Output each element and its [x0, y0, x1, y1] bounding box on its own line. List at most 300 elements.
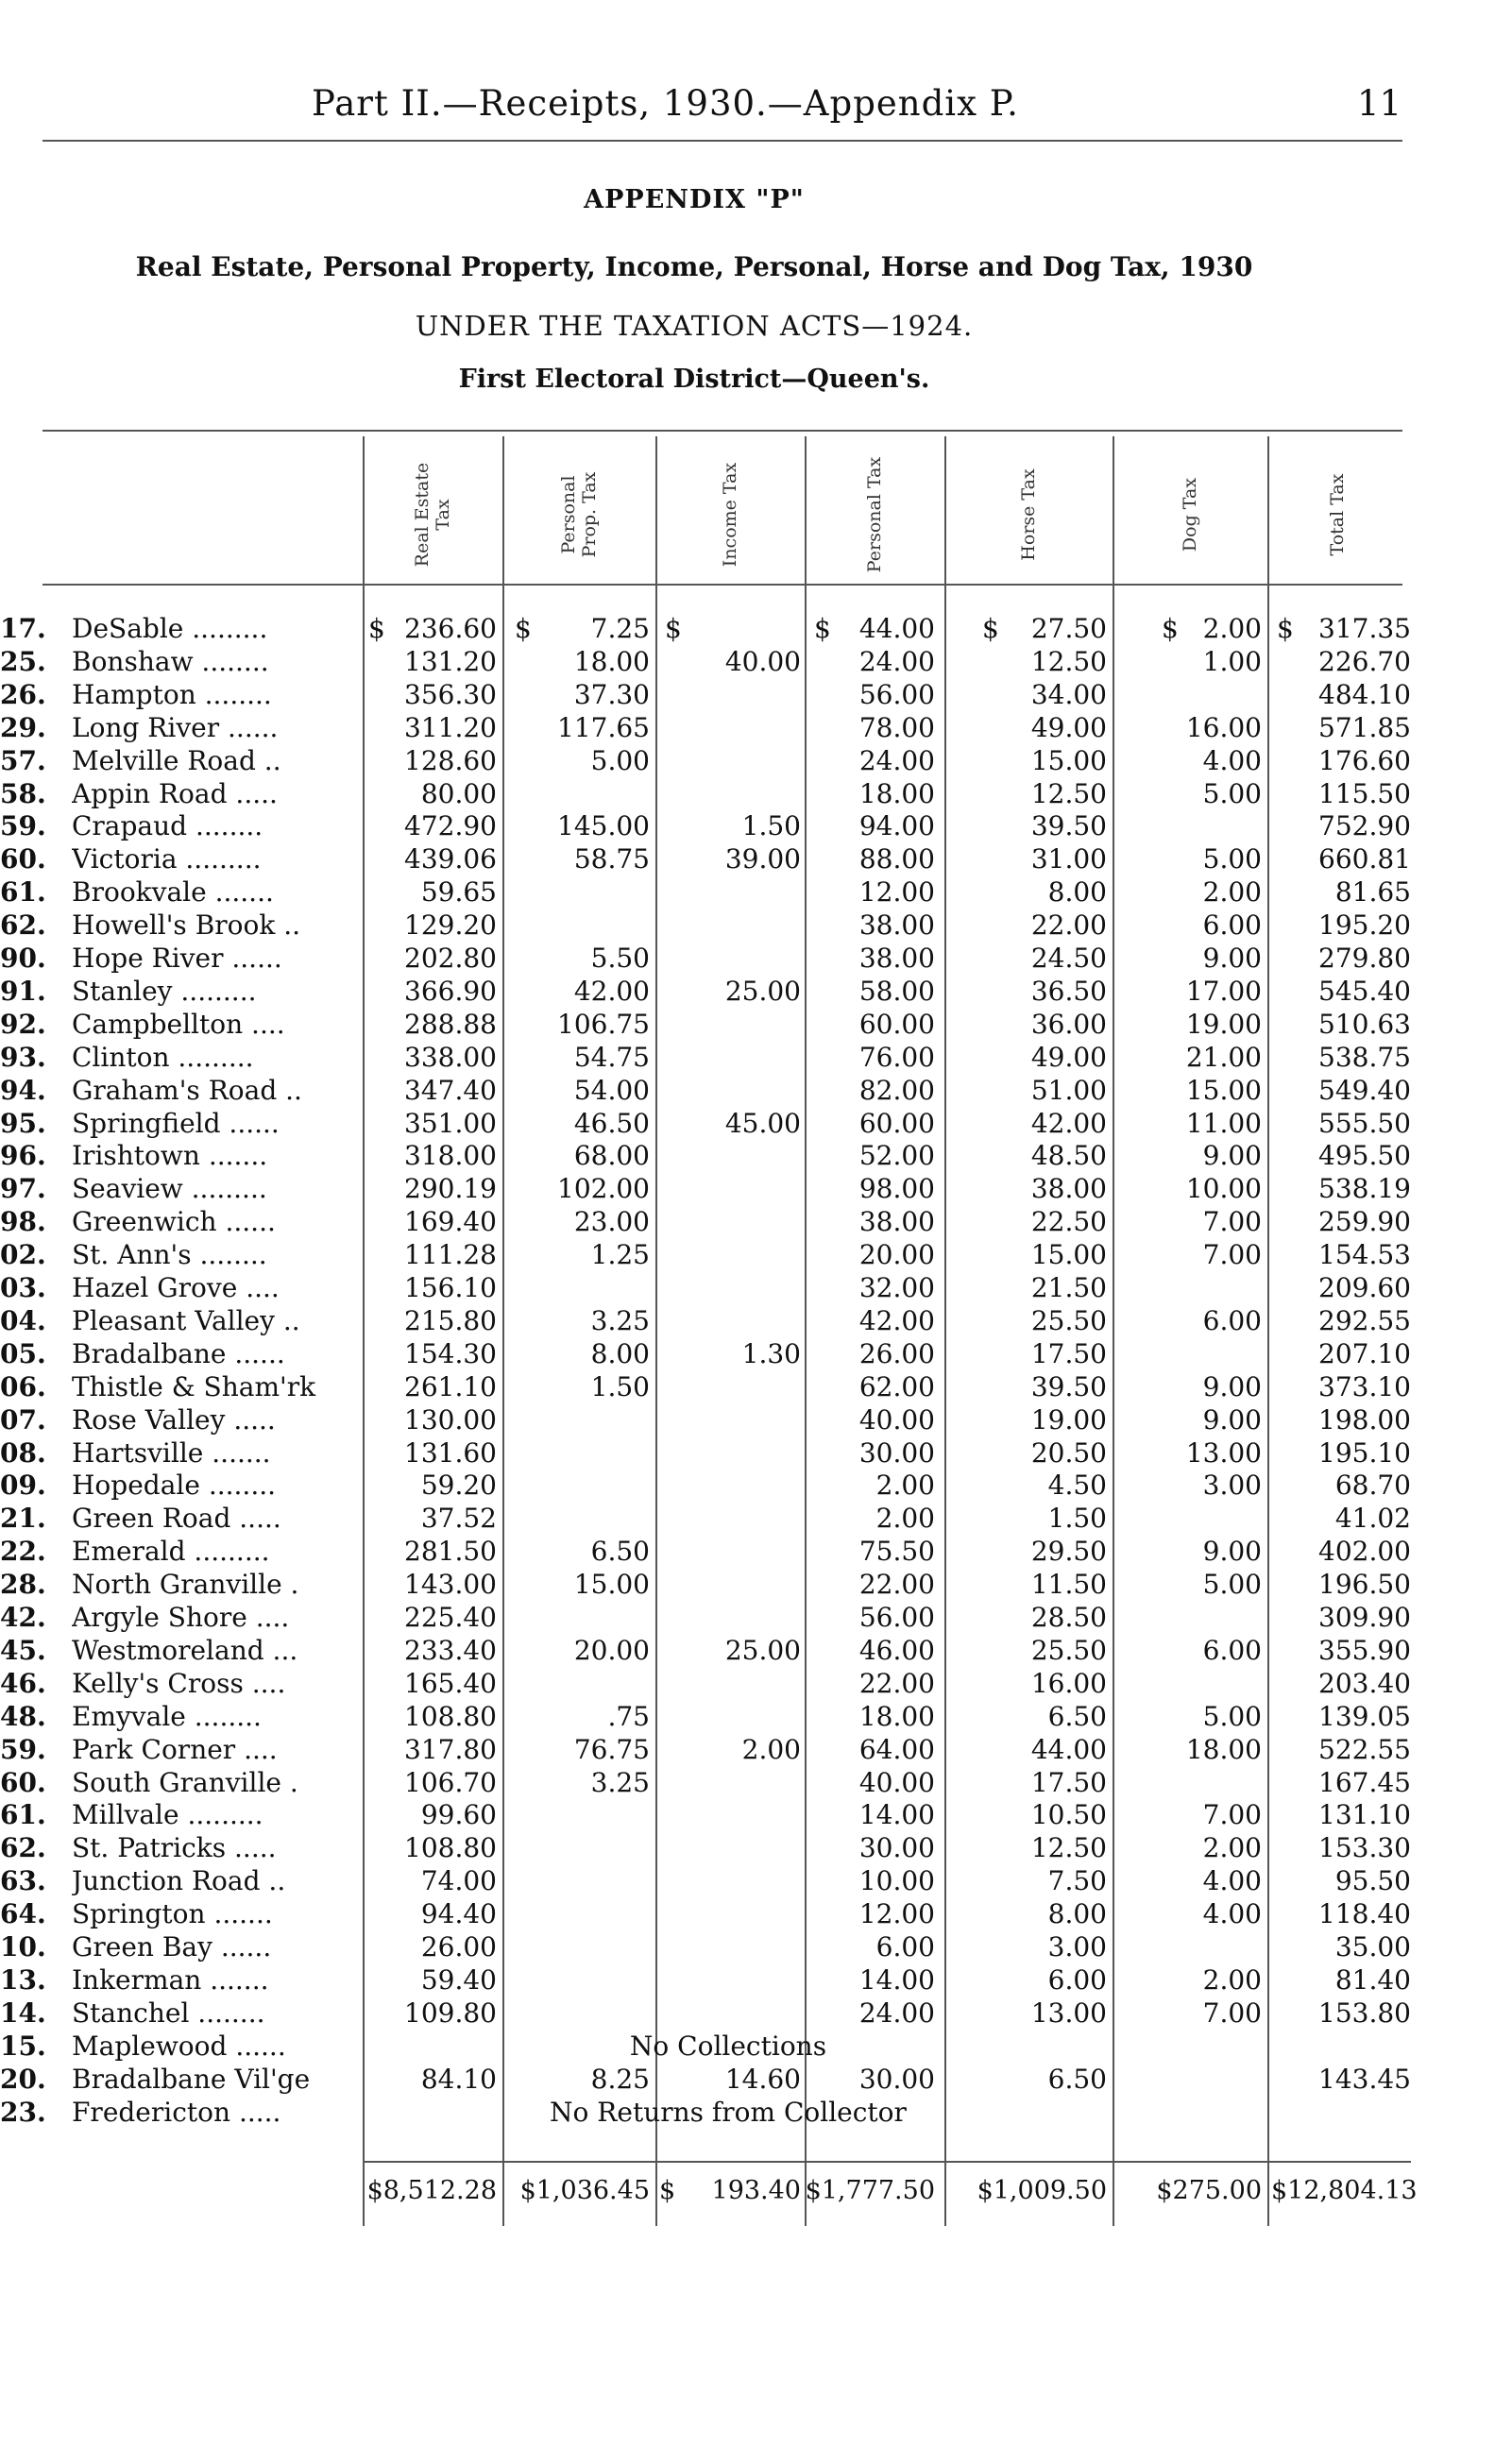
cell-dog: 6.00: [1202, 1304, 1262, 1336]
row-number: 61.: [0, 1799, 46, 1831]
table-row: [0, 2030, 1512, 2063]
cell-personal-property: 46.50: [573, 1107, 650, 1139]
row-number: 26.: [0, 678, 46, 710]
district-name: Springton .......: [72, 1898, 273, 1930]
cell-personal-property: 3.25: [590, 1766, 650, 1798]
table-row: [0, 1601, 1512, 1634]
running-title: Part II.—Receipts, 1930.—Appendix P.: [312, 83, 1019, 124]
cell-horse: 49.00: [1030, 1041, 1107, 1073]
cell-personal: 40.00: [858, 1403, 935, 1436]
table-row: [0, 678, 1512, 711]
table-row: [0, 1008, 1512, 1041]
cell-personal: 44.00: [858, 613, 935, 644]
cell-personal-property: 58.75: [573, 843, 650, 875]
district-name: Brookvale .......: [72, 876, 274, 909]
cell-dog: 5.00: [1202, 1700, 1262, 1732]
cell-personal: 30.00: [858, 1436, 935, 1469]
cell-personal: 2.00: [875, 1470, 935, 1502]
cell-horse: 31.00: [1030, 843, 1107, 875]
cell-real-estate: 261.10: [404, 1370, 497, 1402]
cell-income: 40.00: [724, 645, 801, 677]
district-name: Stanchel ........: [72, 1997, 265, 2029]
cell-personal: 18.00: [858, 1700, 935, 1732]
cell-horse: 11.50: [1030, 1569, 1107, 1601]
cell-horse: 4.50: [1047, 1470, 1107, 1502]
cell-total: 279.80: [1318, 943, 1411, 974]
totals-row: [0, 2172, 1512, 2210]
cell-personal: 94.00: [858, 810, 935, 842]
table-row: [0, 942, 1512, 975]
currency-symbol: $: [659, 2176, 676, 2205]
table-row: [0, 1370, 1512, 1403]
cell-total: 373.10: [1318, 1370, 1411, 1402]
table-row: [0, 1041, 1512, 1074]
cell-horse: 25.50: [1030, 1634, 1107, 1666]
table-row: [0, 1535, 1512, 1568]
cell-dog: 2.00: [1202, 613, 1262, 644]
cell-income: 1.30: [741, 1337, 801, 1369]
district-name: Thistle & Sham'rk: [72, 1370, 316, 1402]
cell-income: 2.00: [741, 1733, 801, 1765]
row-number: 58.: [0, 777, 46, 809]
cell-horse: 17.50: [1030, 1337, 1107, 1369]
cell-personal: 38.00: [858, 909, 935, 942]
cell-horse: 12.50: [1030, 777, 1107, 809]
row-number: 94.: [0, 1074, 46, 1106]
row-number: 22.: [0, 1536, 46, 1568]
row-number: 93.: [0, 1041, 46, 1073]
table-row: [0, 1139, 1512, 1172]
row-number: 06.: [0, 1370, 46, 1402]
table-row: [0, 1963, 1512, 1997]
cell-dog: 2.00: [1202, 1832, 1262, 1864]
cell-horse: 20.50: [1030, 1436, 1107, 1469]
column-header-horse: Horse Tax: [1018, 468, 1039, 561]
district-name: Hope River ......: [72, 943, 282, 974]
cell-horse: 12.50: [1030, 1832, 1107, 1864]
cell-total: 198.00: [1318, 1403, 1411, 1436]
cell-income: 25.00: [724, 975, 801, 1007]
cell-horse: 24.50: [1030, 943, 1107, 974]
row-number: 21.: [0, 1503, 46, 1535]
cell-horse: 1.50: [1047, 1503, 1107, 1535]
cell-horse: 39.50: [1030, 1370, 1107, 1402]
row-number: 59.: [0, 1733, 46, 1765]
cell-personal: 46.00: [858, 1634, 935, 1666]
cell-dog: 7.00: [1202, 1799, 1262, 1831]
cell-dog: 6.00: [1202, 1634, 1262, 1666]
table-row: [0, 1568, 1512, 1601]
table-header-rule: [42, 584, 1402, 586]
cell-real-estate: 356.30: [404, 678, 497, 710]
table-row: [0, 645, 1512, 678]
cell-horse: 25.50: [1030, 1304, 1107, 1336]
district-name: Long River ......: [72, 711, 279, 743]
cell-personal-property: 18.00: [573, 645, 650, 677]
table-row: [0, 1271, 1512, 1304]
cell-total: 81.65: [1334, 876, 1411, 909]
cell-personal-property: 42.00: [573, 975, 650, 1007]
district-name: Crapaud ........: [72, 810, 263, 842]
cell-real-estate: 233.40: [404, 1634, 497, 1666]
currency-symbol: $: [982, 613, 999, 644]
cell-personal-property: 106.75: [557, 1008, 650, 1040]
row-number: 42.: [0, 1602, 46, 1633]
table-row: [0, 1337, 1512, 1370]
district-name: Hartsville .......: [72, 1436, 271, 1469]
cell-dog: 17.00: [1185, 975, 1262, 1007]
district-name: Greenwich ......: [72, 1206, 276, 1238]
cell-real-estate: 111.28: [404, 1239, 497, 1271]
cell-total: 35.00: [1334, 1931, 1411, 1963]
cell-horse: 49.00: [1030, 711, 1107, 743]
cell-horse: 13.00: [1030, 1997, 1107, 2029]
cell-personal-property: 5.00: [590, 744, 650, 776]
column-header-personal: Personal Tax: [864, 456, 885, 573]
cell-real-estate: 99.60: [420, 1799, 497, 1831]
total-grand: $12,804.13: [1271, 2176, 1418, 2205]
cell-total: 484.10: [1318, 678, 1411, 710]
cell-horse: 6.50: [1047, 1700, 1107, 1732]
row-number: 98.: [0, 1206, 46, 1238]
table-row: [0, 1172, 1512, 1205]
appendix-title: APPENDIX "P": [584, 185, 805, 214]
cell-income: 14.60: [724, 2063, 801, 2095]
cell-dog: 7.00: [1202, 1997, 1262, 2029]
cell-horse: 36.50: [1030, 975, 1107, 1007]
cell-personal-property: 7.25: [590, 613, 650, 644]
table-row: [0, 777, 1512, 810]
district-name: DeSable .........: [72, 613, 268, 644]
district-name: Emyvale ........: [72, 1700, 262, 1732]
table-row: [0, 1831, 1512, 1864]
cell-total: 81.40: [1334, 1963, 1411, 1996]
cell-personal: 38.00: [858, 943, 935, 974]
cell-dog: 5.00: [1202, 1569, 1262, 1601]
cell-total: 495.50: [1318, 1140, 1411, 1172]
row-number: 23.: [0, 2096, 46, 2128]
district-name: Stanley .........: [72, 975, 257, 1007]
district-name: Argyle Shore ....: [72, 1602, 290, 1633]
cell-horse: 8.00: [1047, 876, 1107, 909]
total-dog: $275.00: [1156, 2176, 1262, 2205]
table-row: [0, 744, 1512, 777]
district-name: Millvale .........: [72, 1799, 263, 1831]
district-name: Pleasant Valley ..: [72, 1304, 300, 1336]
cell-personal: 30.00: [858, 2063, 935, 2095]
row-number: 60.: [0, 1766, 46, 1798]
cell-real-estate: 59.20: [420, 1470, 497, 1502]
row-number: 28.: [0, 1569, 46, 1601]
cell-total: 571.85: [1318, 711, 1411, 743]
cell-personal: 30.00: [858, 1832, 935, 1864]
column-header-income: Income Tax: [720, 462, 740, 568]
cell-total: 118.40: [1318, 1898, 1411, 1930]
row-number: 10.: [0, 1931, 46, 1963]
district-name: Bradalbane Vil'ge: [72, 2063, 311, 2095]
cell-personal: 22.00: [858, 1667, 935, 1699]
cell-personal-property: 1.50: [590, 1370, 650, 1402]
row-number: 46.: [0, 1667, 46, 1699]
cell-horse: 38.00: [1030, 1173, 1107, 1205]
document-subtitle: UNDER THE TAXATION ACTS—1924.: [415, 310, 974, 342]
cell-total: 139.05: [1318, 1700, 1411, 1732]
district-name: Hampton ........: [72, 678, 272, 710]
cell-personal-property: 117.65: [557, 711, 650, 743]
document-title: Real Estate, Personal Property, Income, Personal, Horse and Dog Tax, 1930: [135, 251, 1253, 282]
cell-dog: 9.00: [1202, 1140, 1262, 1172]
district-name: Hopedale ........: [72, 1470, 277, 1502]
cell-personal-property: 37.30: [573, 678, 650, 710]
cell-dog: 5.00: [1202, 777, 1262, 809]
cell-horse: 6.50: [1047, 2063, 1107, 2095]
cell-real-estate: 80.00: [420, 777, 497, 809]
cell-personal: 26.00: [858, 1337, 935, 1369]
cell-personal-property: 102.00: [557, 1173, 650, 1205]
cell-total: 153.30: [1318, 1832, 1411, 1864]
cell-dog: 15.00: [1185, 1074, 1262, 1106]
cell-personal: 14.00: [858, 1799, 935, 1831]
table-row: [0, 1667, 1512, 1700]
cell-personal: 82.00: [858, 1074, 935, 1106]
table-row: [0, 1238, 1512, 1271]
cell-total: 538.75: [1318, 1041, 1411, 1073]
cell-dog: 10.00: [1185, 1173, 1262, 1205]
row-note: No Returns from Collector: [550, 2096, 907, 2128]
cell-personal: 42.00: [858, 1304, 935, 1336]
cell-horse: 42.00: [1030, 1107, 1107, 1139]
currency-symbol: $: [665, 613, 682, 644]
cell-personal: 78.00: [858, 711, 935, 743]
currency-symbol: $: [814, 613, 831, 644]
row-number: 91.: [0, 975, 46, 1007]
table-row: [0, 1107, 1512, 1140]
table-row: [0, 1930, 1512, 1963]
district-name: Victoria .........: [72, 843, 262, 875]
district-name: Green Road .....: [72, 1503, 281, 1535]
cell-personal: 32.00: [858, 1272, 935, 1303]
row-number: 03.: [0, 1272, 46, 1303]
cell-real-estate: 74.00: [420, 1865, 497, 1897]
cell-personal-property: 3.25: [590, 1304, 650, 1336]
table-row: [0, 1733, 1512, 1766]
column-header-dog: Dog Tax: [1180, 477, 1200, 552]
row-number: 20.: [0, 2063, 46, 2095]
cell-personal: 12.00: [858, 1898, 935, 1930]
table-row: [0, 1403, 1512, 1436]
district-name: Howell's Brook ..: [72, 909, 301, 942]
cell-total: 355.90: [1318, 1634, 1411, 1666]
district-name: Melville Road ..: [72, 744, 281, 776]
district-name: Maplewood ......: [72, 2030, 286, 2062]
cell-personal-property: 6.50: [590, 1536, 650, 1568]
cell-income: 1.50: [741, 810, 801, 842]
cell-personal: 10.00: [858, 1865, 935, 1897]
district-name: Inkerman .......: [72, 1963, 269, 1996]
table-row: [0, 612, 1512, 645]
row-number: 57.: [0, 744, 46, 776]
district-name: Graham's Road ..: [72, 1074, 302, 1106]
cell-horse: 44.00: [1030, 1733, 1107, 1765]
table-row: [0, 1469, 1512, 1502]
cell-real-estate: 338.00: [404, 1041, 497, 1073]
cell-personal: 75.50: [858, 1536, 935, 1568]
table-top-rule: [42, 430, 1402, 432]
cell-dog: 13.00: [1185, 1436, 1262, 1469]
table-row: [0, 1864, 1512, 1897]
cell-personal: 76.00: [858, 1041, 935, 1073]
district-name: Rose Valley .....: [72, 1403, 276, 1436]
cell-total: 203.40: [1318, 1667, 1411, 1699]
cell-real-estate: 347.40: [404, 1074, 497, 1106]
column-header-real-estate: Real Estate Tax: [412, 462, 453, 568]
cell-total: 131.10: [1318, 1799, 1411, 1831]
cell-real-estate: 472.90: [404, 810, 497, 842]
row-number: 95.: [0, 1107, 46, 1139]
cell-personal: 60.00: [858, 1107, 935, 1139]
cell-personal: 22.00: [858, 1569, 935, 1601]
column-header-total: Total Tax: [1327, 473, 1348, 556]
row-number: 14.: [0, 1997, 46, 2029]
cell-total: 510.63: [1318, 1008, 1411, 1040]
cell-personal-property: 76.75: [573, 1733, 650, 1765]
cell-income: 45.00: [724, 1107, 801, 1139]
cell-personal-property: 54.00: [573, 1074, 650, 1106]
cell-real-estate: 351.00: [404, 1107, 497, 1139]
cell-real-estate: 366.90: [404, 975, 497, 1007]
district-name: St. Patricks .....: [72, 1832, 277, 1864]
cell-real-estate: 156.10: [404, 1272, 497, 1303]
cell-total: 549.40: [1318, 1074, 1411, 1106]
row-number: 48.: [0, 1700, 46, 1732]
table-row: [0, 975, 1512, 1008]
cell-personal-property: 54.75: [573, 1041, 650, 1073]
cell-horse: 12.50: [1030, 645, 1107, 677]
cell-horse: 8.00: [1047, 1898, 1107, 1930]
cell-real-estate: 143.00: [404, 1569, 497, 1601]
cell-dog: 21.00: [1185, 1041, 1262, 1073]
cell-personal-property: 15.00: [573, 1569, 650, 1601]
total-real-estate: $8,512.28: [366, 2176, 497, 2205]
currency-symbol: $: [1277, 613, 1294, 644]
cell-total: 143.45: [1318, 2063, 1411, 2095]
cell-personal: 20.00: [858, 1239, 935, 1271]
cell-personal: 56.00: [858, 1602, 935, 1633]
table-row: [0, 909, 1512, 942]
row-number: 62.: [0, 1832, 46, 1864]
table-row: [0, 1798, 1512, 1831]
cell-dog: 7.00: [1202, 1239, 1262, 1271]
table-row: [0, 2096, 1512, 2129]
cell-real-estate: 37.52: [420, 1503, 497, 1535]
cell-personal: 98.00: [858, 1173, 935, 1205]
cell-real-estate: 131.60: [404, 1436, 497, 1469]
cell-real-estate: 281.50: [404, 1536, 497, 1568]
column-header-personal-property: Personal Prop. Tax: [558, 471, 600, 558]
cell-real-estate: 108.80: [404, 1700, 497, 1732]
cell-personal: 60.00: [858, 1008, 935, 1040]
cell-total: 292.55: [1318, 1304, 1411, 1336]
district-name: Campbellton ....: [72, 1008, 285, 1040]
table-row: [0, 1304, 1512, 1337]
table-row: [0, 1205, 1512, 1238]
cell-real-estate: 109.80: [404, 1997, 497, 2029]
cell-real-estate: 290.19: [404, 1173, 497, 1205]
district-name: Bonshaw ........: [72, 645, 269, 677]
cell-total: 752.90: [1318, 810, 1411, 842]
cell-horse: 48.50: [1030, 1140, 1107, 1172]
cell-total: 522.55: [1318, 1733, 1411, 1765]
cell-horse: 15.00: [1030, 744, 1107, 776]
cell-dog: 9.00: [1202, 1536, 1262, 1568]
cell-horse: 22.50: [1030, 1206, 1107, 1238]
total-horse: $1,009.50: [977, 2176, 1107, 2205]
row-number: 64.: [0, 1898, 46, 1930]
row-number: 45.: [0, 1634, 46, 1666]
cell-dog: 19.00: [1185, 1008, 1262, 1040]
cell-horse: 21.50: [1030, 1272, 1107, 1303]
cell-personal: 14.00: [858, 1963, 935, 1996]
row-number: 25.: [0, 645, 46, 677]
district-heading: First Electoral District—Queen's.: [458, 365, 930, 394]
cell-horse: 36.00: [1030, 1008, 1107, 1040]
cell-horse: 51.00: [1030, 1074, 1107, 1106]
cell-total: 555.50: [1318, 1107, 1411, 1139]
cell-personal: 88.00: [858, 843, 935, 875]
row-number: 05.: [0, 1337, 46, 1369]
currency-symbol: $: [368, 613, 385, 644]
cell-horse: 16.00: [1030, 1667, 1107, 1699]
district-name: South Granville .: [72, 1766, 298, 1798]
cell-personal: 18.00: [858, 777, 935, 809]
cell-personal: 62.00: [858, 1370, 935, 1402]
district-name: St. Ann's ........: [72, 1239, 267, 1271]
table-row: [0, 711, 1512, 744]
row-note: No Collections: [629, 2030, 827, 2062]
cell-personal: 38.00: [858, 1206, 935, 1238]
row-number: 09.: [0, 1470, 46, 1502]
cell-horse: 3.00: [1047, 1931, 1107, 1963]
cell-personal: 40.00: [858, 1766, 935, 1798]
total-personal-property: $1,036.45: [519, 2176, 650, 2205]
district-name: Hazel Grove ....: [72, 1272, 280, 1303]
cell-horse: 7.50: [1047, 1865, 1107, 1897]
running-header: [0, 83, 1512, 130]
cell-real-estate: 129.20: [404, 909, 497, 942]
row-number: 90.: [0, 943, 46, 974]
cell-total: 41.02: [1334, 1503, 1411, 1535]
cell-real-estate: 128.60: [404, 744, 497, 776]
table-row: [0, 1700, 1512, 1733]
district-name: Seaview .........: [72, 1173, 267, 1205]
cell-personal: 2.00: [875, 1503, 935, 1535]
row-number: 63.: [0, 1865, 46, 1897]
row-number: 61.: [0, 876, 46, 909]
district-name: North Granville .: [72, 1569, 299, 1601]
cell-horse: 10.50: [1030, 1799, 1107, 1831]
cell-horse: 39.50: [1030, 810, 1107, 842]
table-row: [0, 875, 1512, 909]
district-name: Emerald .........: [72, 1536, 270, 1568]
currency-symbol: $: [515, 613, 532, 644]
cell-dog: 16.00: [1185, 711, 1262, 743]
cell-dog: 4.00: [1202, 744, 1262, 776]
cell-horse: 27.50: [1030, 613, 1107, 644]
cell-real-estate: 59.65: [420, 876, 497, 909]
table-row: [0, 1766, 1512, 1799]
cell-personal: 6.00: [875, 1931, 935, 1963]
cell-dog: 11.00: [1185, 1107, 1262, 1139]
